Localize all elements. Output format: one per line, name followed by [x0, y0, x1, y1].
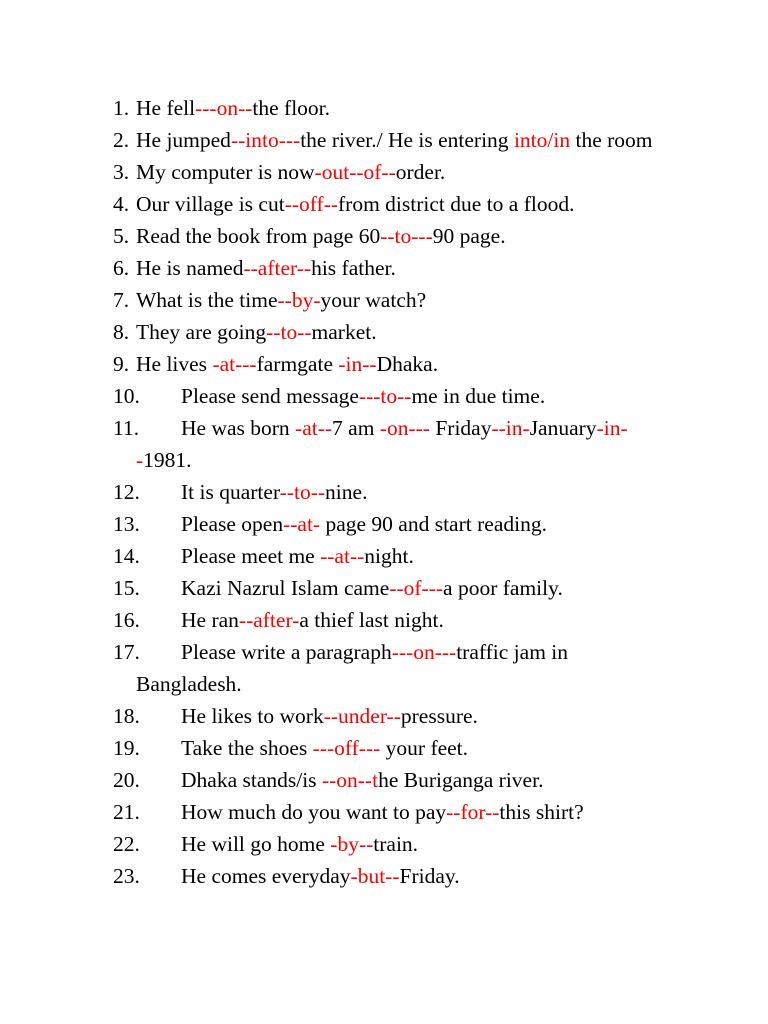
- sentence-text: [136, 860, 658, 892]
- list-item-number: 21.: [113, 800, 140, 824]
- sentence-text: [136, 636, 658, 700]
- sentence-fragment: page 90 and start reading.: [320, 512, 547, 536]
- sentence-fragment: 90 page.: [432, 224, 506, 248]
- list-item-number: 11.: [113, 416, 140, 440]
- list-item: [0, 540, 768, 572]
- list-item: [0, 380, 768, 412]
- sentence-fragment: What is the time: [136, 288, 278, 312]
- list-item-number: 4.: [113, 192, 130, 216]
- preposition-answer: ---on---: [391, 640, 457, 664]
- list-item: [0, 636, 768, 700]
- sentence-fragment: How much do you want to pay: [181, 800, 447, 824]
- sentence-fragment: Read the book from page 60: [136, 224, 381, 248]
- preposition-answer: --under--: [323, 704, 401, 728]
- preposition-answer: ---off---: [312, 736, 381, 760]
- sentence-text: [136, 412, 658, 476]
- preposition-answer: --into---: [230, 128, 301, 152]
- list-item-number: 19.: [113, 736, 140, 760]
- sentence-fragment: Friday.: [399, 864, 460, 888]
- preposition-answer: -in--: [136, 416, 628, 472]
- sentence-fragment: Please open: [181, 512, 284, 536]
- list-item: [0, 316, 768, 348]
- sentence-text: [136, 764, 658, 796]
- sentence-text: [136, 604, 658, 636]
- list-item-number: 12.: [113, 480, 140, 504]
- list-item-number: 13.: [113, 512, 140, 536]
- sentence-fragment: It is quarter: [181, 480, 280, 504]
- sentence-text: [136, 288, 426, 312]
- sentence-fragment: me in due time.: [411, 384, 546, 408]
- sentence-text: [136, 128, 653, 152]
- sentence-fragment: Take the shoes: [181, 736, 313, 760]
- preposition-answer: --to--: [266, 320, 312, 344]
- list-item-number: 18.: [113, 704, 140, 728]
- list-item: [0, 860, 768, 892]
- sentence-text: [136, 572, 658, 604]
- sentence-fragment: 1981.: [143, 448, 192, 472]
- preposition-answer: --at-: [283, 512, 321, 536]
- preposition-answer: ---to--: [358, 384, 412, 408]
- list-item-number: 17.: [113, 640, 140, 664]
- sentence-fragment: He likes to work: [181, 704, 324, 728]
- list-item-number: 5.: [113, 224, 130, 248]
- sentence-text: [136, 192, 574, 216]
- sentence-fragment: order.: [395, 160, 446, 184]
- sentence-fragment: Kazi Nazrul Islam came: [181, 576, 390, 600]
- sentence-fragment: Dhaka.: [376, 352, 439, 376]
- preposition-answer: into/in: [513, 128, 571, 152]
- sentence-fragment: He lives: [136, 352, 213, 376]
- list-item-number: 2.: [113, 128, 130, 152]
- preposition-answer: -but--: [350, 864, 400, 888]
- preposition-answer: ---on--: [195, 96, 253, 120]
- list-item-number: 6.: [113, 256, 130, 280]
- list-item: [0, 348, 768, 380]
- list-item-number: 1.: [113, 96, 130, 120]
- sentence-fragment: train.: [373, 832, 419, 856]
- list-item: [0, 732, 768, 764]
- preposition-answer: --of---: [389, 576, 444, 600]
- list-item: [0, 604, 768, 636]
- list-item: [0, 252, 768, 284]
- preposition-answer: -at--: [295, 416, 333, 440]
- list-item: [0, 508, 768, 540]
- list-item: [0, 572, 768, 604]
- sentence-fragment: Please meet me: [181, 544, 321, 568]
- list-item: [0, 92, 768, 124]
- sentence-fragment: pressure.: [400, 704, 478, 728]
- preposition-answer: --to---: [380, 224, 433, 248]
- list-item: [0, 764, 768, 796]
- preposition-answer: --on--t: [321, 768, 379, 792]
- list-item-number: 8.: [113, 320, 130, 344]
- preposition-answer: --in-: [491, 416, 530, 440]
- list-item: [0, 700, 768, 732]
- list-item-number: 16.: [113, 608, 140, 632]
- sentence-fragment: January: [529, 416, 597, 440]
- list-item: [0, 284, 768, 316]
- sentence-fragment: traffic jam in Bangladesh.: [136, 640, 569, 696]
- sentence-fragment: He fell: [136, 96, 196, 120]
- sentence-text: [136, 352, 438, 376]
- list-item-number: 10.: [113, 384, 140, 408]
- list-item: [0, 188, 768, 220]
- sentence-fragment: the river./ He is entering: [300, 128, 514, 152]
- sentence-text: [136, 732, 658, 764]
- sentence-fragment: a poor family.: [443, 576, 563, 600]
- sentence-fragment: My computer is now: [136, 160, 315, 184]
- sentence-text: [136, 476, 658, 508]
- preposition-answer: -on---: [379, 416, 430, 440]
- sentence-text: [136, 380, 658, 412]
- list-item: [0, 828, 768, 860]
- sentence-fragment: nine.: [325, 480, 368, 504]
- sentence-fragment: 7 am: [332, 416, 380, 440]
- sentence-fragment: Friday: [429, 416, 492, 440]
- preposition-answer: --by-: [277, 288, 321, 312]
- list-item-number: 9.: [113, 352, 130, 376]
- sentence-fragment: He comes everyday: [181, 864, 351, 888]
- sentence-text: [136, 160, 445, 184]
- sentence-fragment: Our village is cut: [136, 192, 285, 216]
- list-item-number: 3.: [113, 160, 130, 184]
- sentence-fragment: market.: [311, 320, 377, 344]
- preposition-answer: --after--: [243, 256, 312, 280]
- sentence-fragment: the room: [570, 128, 653, 152]
- preposition-answer: --at--: [320, 544, 365, 568]
- sentence-text: [136, 320, 377, 344]
- sentence-fragment: They are going: [136, 320, 267, 344]
- list-item-number: 23.: [113, 864, 140, 888]
- list-item: [0, 796, 768, 828]
- preposition-answer: -at---: [212, 352, 257, 376]
- sentence-fragment: his father.: [311, 256, 396, 280]
- sentence-fragment: He ran: [181, 608, 239, 632]
- sentence-fragment: Dhaka stands/is: [181, 768, 322, 792]
- sentence-text: [136, 96, 330, 120]
- sentence-fragment: He was born: [181, 416, 296, 440]
- sentence-text: [136, 508, 658, 540]
- sentence-fragment: Please write a paragraph: [181, 640, 392, 664]
- preposition-answer: --for--: [446, 800, 500, 824]
- sentence-fragment: He will go home: [181, 832, 331, 856]
- sentence-fragment: a thief last night.: [299, 608, 444, 632]
- list-item-number: 15.: [113, 576, 140, 600]
- sentence-fragment: this shirt?: [499, 800, 584, 824]
- sentence-fragment: farmgate: [256, 352, 339, 376]
- preposition-examples-list: [0, 92, 768, 892]
- list-item: [0, 412, 768, 476]
- preposition-answer: -by--: [330, 832, 374, 856]
- list-item: [0, 124, 768, 156]
- sentence-text: [136, 256, 396, 280]
- preposition-answer: --after-: [238, 608, 300, 632]
- list-item: [0, 476, 768, 508]
- sentence-fragment: the floor.: [252, 96, 331, 120]
- sentence-fragment: he Buriganga river.: [378, 768, 544, 792]
- preposition-answer: -out--of--: [314, 160, 396, 184]
- sentence-fragment: your watch?: [320, 288, 427, 312]
- list-item-number: 7.: [113, 288, 130, 312]
- preposition-answer: --to--: [279, 480, 326, 504]
- list-item-number: 20.: [113, 768, 140, 792]
- sentence-fragment: He jumped: [136, 128, 231, 152]
- list-item: [0, 220, 768, 252]
- sentence-text: [136, 540, 658, 572]
- sentence-text: [136, 700, 658, 732]
- list-item: [0, 156, 768, 188]
- preposition-answer: -in--: [338, 352, 377, 376]
- list-item-number: 22.: [113, 832, 140, 856]
- list-item-number: 14.: [113, 544, 140, 568]
- sentence-fragment: He is named: [136, 256, 244, 280]
- sentence-fragment: your feet.: [380, 736, 469, 760]
- sentence-text: [136, 796, 658, 828]
- sentence-text: [136, 224, 506, 248]
- sentence-fragment: Please send message: [181, 384, 359, 408]
- sentence-fragment: from district due to a flood.: [338, 192, 575, 216]
- preposition-answer: --off--: [284, 192, 339, 216]
- sentence-fragment: night.: [364, 544, 414, 568]
- sentence-text: [136, 828, 658, 860]
